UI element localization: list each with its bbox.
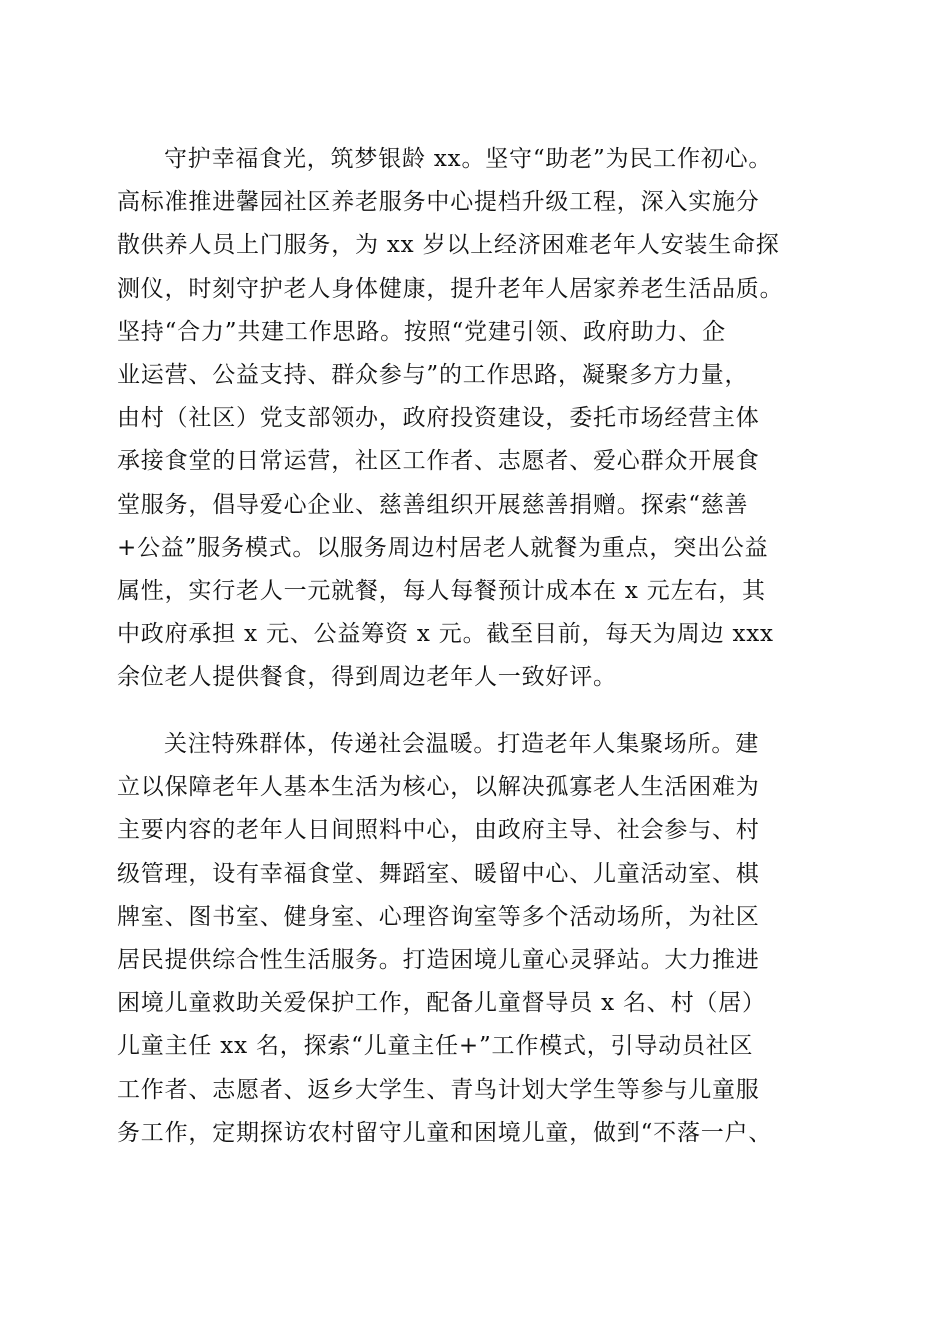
text-line: 由村（社区）党支部领办，政府投资建设，委托市场经营主体 — [117, 405, 760, 432]
text-line: 中政府承担 x 元、公益筹资 x 元。截至目前，每天为周边 xxx — [117, 621, 774, 648]
text-line: 业运营、公益支持、群众参与”的工作思路，凝聚多方力量， — [117, 361, 749, 388]
text-line: 工作者、志愿者、返乡大学生、青鸟计划大学生等参与儿童服 — [117, 1076, 760, 1103]
text-line: 属性，实行老人一元就餐，每人每餐预计成本在 x 元左右，其 — [117, 577, 766, 604]
text-line: 牌室、图书室、健身室、心理咨询室等多个活动场所，为社区 — [117, 903, 760, 930]
text-line: 高标准推进馨园社区养老服务中心提档升级工程，深入实施分 — [117, 189, 760, 216]
text-line: +公益”服务模式。以服务周边村居老人就餐为重点，突出公益 — [117, 534, 769, 561]
text-line: 散供养人员上门服务，为 xx 岁以上经济困难老年人安装生命探 — [117, 232, 780, 259]
text-line: 主要内容的老年人日间照料中心，由政府主导、社会参与、村 — [117, 817, 760, 844]
text-line: 级管理，设有幸福食堂、舞蹈室、暖留中心、儿童活动室、棋 — [117, 860, 760, 887]
text-line: 务工作，定期探访农村留守儿童和困境儿童，做到“不落一户、 — [117, 1119, 773, 1146]
text-line: 关注特殊群体，传递社会温暖。打造老年人集聚场所。建 — [164, 731, 759, 757]
text-line: 立以保障老年人基本生活为核心，以解决孤寡老人生活困难为 — [117, 774, 760, 801]
text-line: 困境儿童救助关爱保护工作，配备儿童督导员 x 名、村（居） — [117, 990, 766, 1017]
text-line: 测仪，时刻守护老人身体健康，提升老年人居家养老生活品质。 — [117, 275, 784, 302]
text-line: 居民提供综合性生活服务。打造困境儿童心灵驿站。大力推进 — [117, 946, 760, 973]
text-line: 守护幸福食光，筑梦银龄 xx。坚守“助老”为民工作初心。 — [164, 146, 773, 172]
text-line: 余位老人提供餐食，得到周边老年人一致好评。 — [117, 664, 617, 691]
paragraph-special-groups — [117, 723, 837, 1155]
text-line: 承接食堂的日常运营，社区工作者、志愿者、爱心群众开展食 — [117, 448, 760, 475]
text-line: 儿童主任 xx 名，探索“儿童主任+”工作模式，引导动员社区 — [117, 1033, 754, 1060]
text-line: 堂服务，倡导爱心企业、慈善组织开展慈善捐赠。探索“慈善 — [117, 491, 749, 518]
text-line: 坚持“合力”共建工作思路。按照“党建引领、政府助力、企 — [117, 318, 726, 345]
paragraph-elderly-canteen — [117, 138, 837, 699]
